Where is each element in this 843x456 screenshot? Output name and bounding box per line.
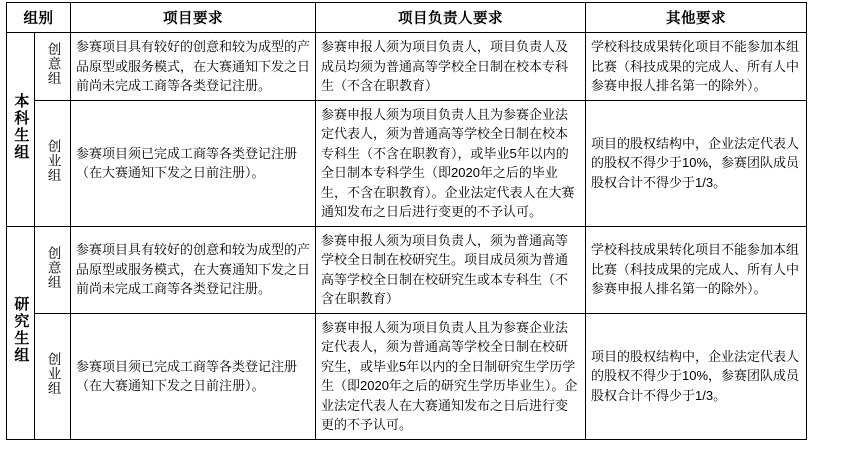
cell-other-requirement: 项目的股权结构中，企业法定代表人的股权不得少于10%，参赛团队成员股权合计不得少于1/3。 (586, 313, 807, 439)
cell-other-requirement: 项目的股权结构中，企业法定代表人的股权不得少于10%，参赛团队成员股权合计不得少于1/3。 (586, 100, 807, 226)
subgroup-label-idea-undergraduate-text: 创意组 (45, 42, 61, 86)
table-row (7, 100, 807, 226)
subgroup-label-idea-undergraduate (35, 33, 71, 101)
cell-project-requirement: 参赛项目具有较好的创意和较为成型的产品原型或服务模式，在大赛通知下发之日前尚未完成工商等各类登记注册。 (71, 33, 316, 101)
subgroup-label-startup-undergraduate-text: 创业组 (45, 139, 61, 183)
cell-project-requirement: 参赛项目须已完成工商等各类登记注册（在大赛通知下发之日前注册）。 (71, 313, 316, 439)
cell-leader-requirement: 参赛申报人须为项目负责人且为参赛企业法定代表人，须为普通高等学校全日制在校研究生，或毕业5年以内的全日制研究生学历学生（即2020年之后的研究生学历毕业生）。企业法定代表人在大赛通知发布之日后进行变更的不予认可。 (316, 313, 586, 439)
subgroup-label-idea-graduate-text: 创意组 (45, 245, 61, 290)
table-row (7, 313, 807, 439)
column-header-group: 组别 (7, 3, 71, 33)
group-label-undergraduate (7, 33, 35, 227)
cell-leader-requirement: 参赛申报人须为项目负责人，项目负责人及成员均须为普通高等学校全日制在校本专科生（不含在职教育） (316, 33, 586, 101)
cell-project-requirement: 参赛项目须已完成工商等各类登记注册（在大赛通知下发之日前注册）。 (71, 100, 316, 226)
requirements-table (6, 2, 807, 440)
subgroup-label-startup-graduate (35, 313, 71, 439)
subgroup-label-idea-graduate (35, 226, 71, 313)
subgroup-label-startup-graduate-text: 创业组 (45, 352, 61, 396)
column-header-other: 其他要求 (586, 3, 807, 33)
cell-other-requirement: 学校科技成果转化项目不能参加本组比赛（科技成果的完成人、所有人中参赛申报人排名第一的除外）。 (586, 226, 807, 313)
cell-project-requirement: 参赛项目具有较好的创意和较为成型的产品原型或服务模式，在大赛通知下发之日前尚未完成工商等各类登记注册。 (71, 226, 316, 313)
group-label-graduate-text: 研究生组 (12, 296, 30, 365)
group-label-graduate (7, 226, 35, 439)
cell-other-requirement: 学校科技成果转化项目不能参加本组比赛（科技成果的完成人、所有人中参赛申报人排名第一的除外）。 (586, 33, 807, 101)
group-label-undergraduate-text: 本科生组 (12, 92, 30, 161)
subgroup-label-startup-undergraduate (35, 100, 71, 226)
table-row (7, 226, 807, 313)
cell-leader-requirement: 参赛申报人须为项目负责人且为参赛企业法定代表人，须为普通高等学校全日制在校本专科生（不含在职教育），或毕业5年以内的全日制本专科学生（即2020年之后的毕业生，不含在职教育）。企业法定代表人在大赛通知发布之日后进行变更的不予认可。 (316, 100, 586, 226)
column-header-leader: 项目负责人要求 (316, 3, 586, 33)
column-header-project: 项目要求 (71, 3, 316, 33)
cell-leader-requirement: 参赛申报人须为项目负责人，须为普通高等学校全日制在校研究生。项目成员须为普通高等学校全日制在校研究生或本专科生（不含在职教育） (316, 226, 586, 313)
table-header-row (7, 3, 807, 33)
table-row (7, 33, 807, 101)
document-page (0, 2, 843, 456)
